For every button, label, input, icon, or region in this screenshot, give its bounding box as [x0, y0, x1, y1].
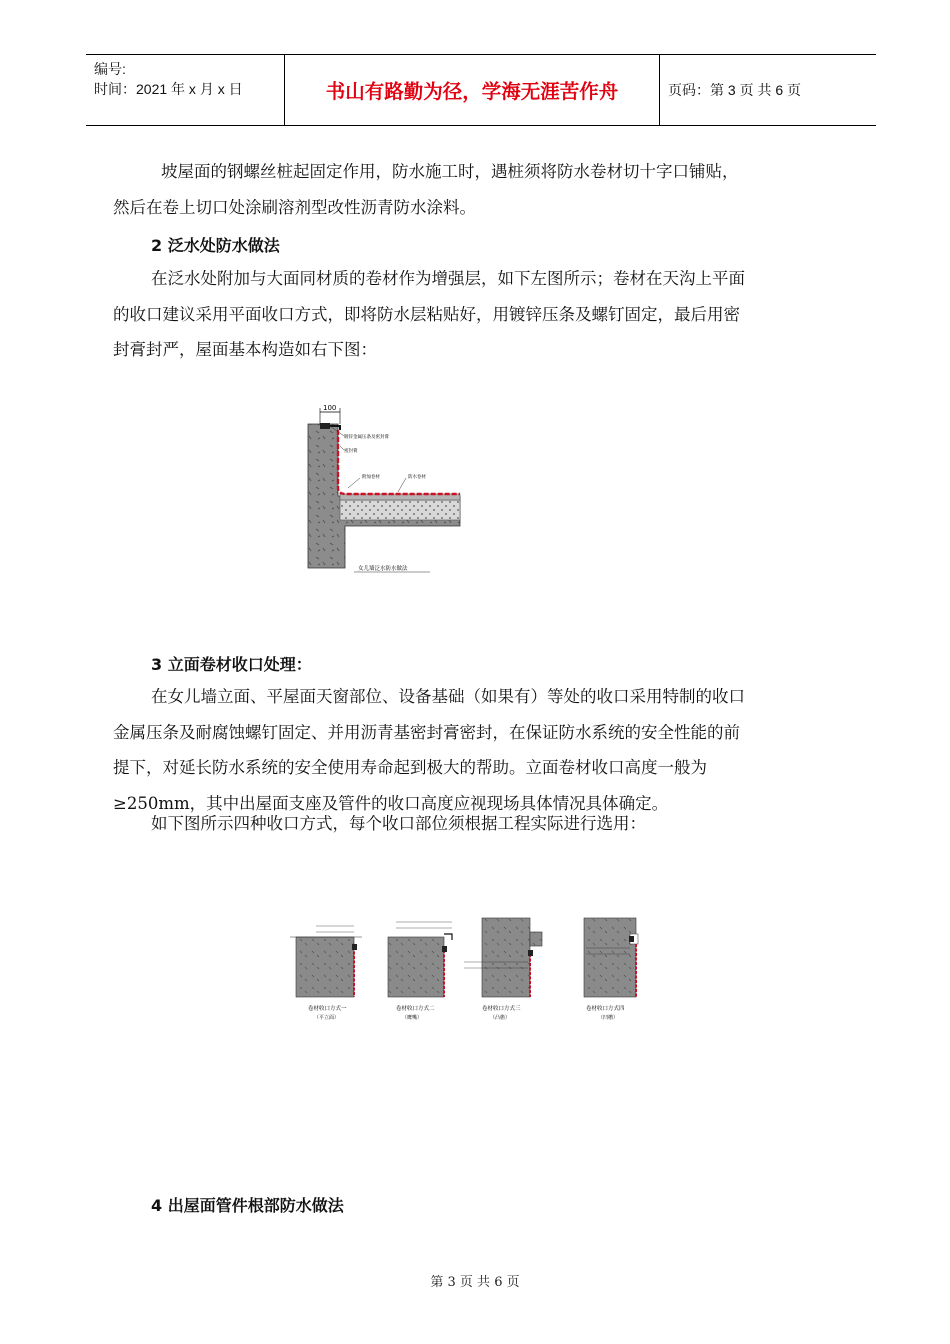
heading-4: 4 出屋面管件根部防水做法: [151, 1196, 344, 1215]
termination-method-3: [464, 918, 542, 1021]
paragraph-3-line-1: 在女儿墙立面、平屋面天窗部位、设备基础（如果有）等处的收口采用特制的收口: [151, 687, 745, 706]
paragraph-1-line-2: 然后在卷上切口处涂刷溶剂型改性沥青防水涂料。: [113, 197, 476, 217]
method-3-caption: 卷材收口方式三: [482, 1006, 521, 1012]
page-footer: 第 3 页 共 6 页: [430, 1275, 520, 1290]
header-motto-cell: [284, 55, 660, 125]
figure1-label-a: 镀锌金属压条及密封膏: [344, 435, 389, 440]
termination-method-2: [388, 922, 452, 1021]
heading-3: 3 立面卷材收口处理：: [151, 655, 312, 674]
header-motto: 书山有路勤为径，学海无涯苦作舟: [325, 80, 619, 103]
figure1-caption: 女儿墙泛水防水做法: [358, 566, 408, 572]
paragraph-2-line-3: 封膏封严，屋面基本构造如右下图：: [113, 340, 377, 359]
method-2-caption: 卷材收口方式二: [396, 1006, 435, 1012]
paragraph-2: [113, 261, 853, 368]
method-4-caption: 卷材收口方式四: [586, 1006, 625, 1012]
termination-methods-figure: [286, 912, 656, 1030]
paragraph-1: [113, 154, 853, 225]
figure1-label-c: 附加卷材: [362, 475, 380, 480]
paragraph-3-line-4: ≥250mm，其中出屋面支座及管件的收口高度应视现场具体情况具体确定。: [113, 793, 669, 813]
dimension-label: 100: [323, 404, 337, 412]
method-4-subcaption: （凹槽）: [598, 1015, 619, 1021]
paragraph-3: [113, 679, 853, 821]
paragraph-3-line-3: 提下，对延长防水系统的安全使用寿命起到极大的帮助。立面卷材收口高度一般为: [113, 758, 707, 777]
header-time-label: 时间：2021 年 x 月 x 日: [94, 81, 243, 97]
heading-2: 2 泛水处防水做法: [151, 236, 280, 255]
paragraph-4: 如下图所示四种收口方式，每个收口部位须根据工程实际进行选用：: [151, 814, 646, 833]
termination-method-1: [290, 926, 362, 1021]
method-1-subcaption: （平立面）: [314, 1015, 340, 1021]
method-3-subcaption: （凸檐）: [490, 1015, 511, 1021]
header-meta: [94, 59, 243, 99]
paragraph-2-line-2: 的收口建议采用平面收口方式，即将防水层粘贴好，用镀锌压条及螺钉固定，最后用密: [113, 304, 740, 324]
method-2-subcaption: （鹰嘴）: [402, 1015, 423, 1021]
parapet-flashing-figure: [300, 400, 470, 578]
paragraph-1-line-1: 坡屋面的钢螺丝桩起固定作用，防水施工时，遇桩须将防水卷材切十字口铺贴，: [161, 162, 739, 181]
termination-method-4: [584, 918, 638, 1021]
header-number-label: 编号:: [94, 61, 126, 77]
figure1-label-d: 防水卷材: [408, 475, 426, 480]
page-header: [86, 54, 876, 126]
figure1-label-b: 密封膏: [344, 449, 358, 454]
paragraph-3-line-2: 金属压条及耐腐蚀螺钉固定、并用沥青基密封膏密封，在保证防水系统的安全性能的前: [113, 722, 740, 742]
header-page-label: 页码：第 3 页 共 6 页: [668, 82, 802, 98]
paragraph-2-line-1: 在泛水处附加与大面同材质的卷材作为增强层，如下左图所示；卷材在天沟上平面: [151, 269, 745, 288]
method-1-caption: 卷材收口方式一: [308, 1006, 347, 1012]
